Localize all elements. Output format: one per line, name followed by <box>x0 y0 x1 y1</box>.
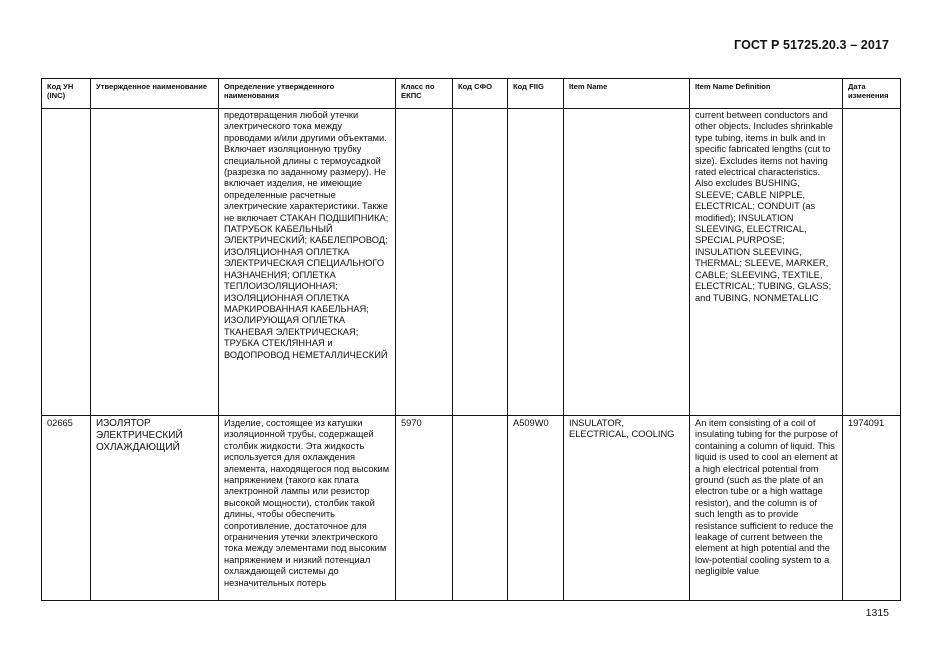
col-header-item-definition: Item Name Definition <box>690 79 843 109</box>
cell-item-name <box>564 109 690 416</box>
cell-fiig: A509W0 <box>508 416 564 601</box>
cell-sfo <box>453 109 508 416</box>
page-number: 1315 <box>865 607 889 619</box>
cell-definition-ru: предотвращения любой утечки электрического тока между проводами и/или другими объектами. Включает изоляционную трубку специальной длины с термоусадкой (разрезка по заданному размеру). Не включает изделия, не имеющие определенные расчетные электрические характеристики. Также не включает СТАКАН ПОДШИПНИКА; ПАТРУБОК КАБЕЛЬНЫЙ ЭЛЕКТРИЧЕСКИЙ; КАБЕЛЕПРОВОД; ИЗОЛЯЦИОННАЯ ОПЛЕТКА ЭЛЕКТРИЧЕСКАЯ СПЕЦИАЛЬНОГО НАЗНАЧЕНИЯ; ОПЛЕТКА ТЕПЛОИЗОЛЯЦИОННАЯ; ИЗОЛЯЦИОННАЯ ОПЛЕТКА МАРКИРОВАННАЯ КАБЕЛЬНАЯ; ИЗОЛИРУЮЩАЯ ОПЛЕТКА ТКАНЕВАЯ ЭЛЕКТРИЧЕСКАЯ; ТРУБКА СТЕКЛЯННАЯ и ВОДОПРОВОД НЕМЕТАЛЛИЧЕСКИЙ <box>219 109 396 416</box>
col-header-definition-ru: Определение утвержденного наименования <box>219 79 396 109</box>
document-header: ГОСТ Р 51725.20.3 – 2017 <box>734 38 889 52</box>
col-header-date: Дата изменения <box>843 79 901 109</box>
table-row <box>42 416 901 601</box>
cell-inc: 02665 <box>42 416 91 601</box>
table-header-row <box>42 79 901 109</box>
cell-item-name: INSULATOR, ELECTRICAL, COOLING <box>564 416 690 601</box>
table-row <box>42 109 901 416</box>
catalog-table <box>41 78 901 601</box>
col-header-item-name: Item Name <box>564 79 690 109</box>
cell-sfo <box>453 416 508 601</box>
cell-fiig <box>508 109 564 416</box>
col-header-inc: Код УН (INC) <box>42 79 91 109</box>
col-header-ekps: Класс по ЕКПС <box>396 79 453 109</box>
col-header-sfo: Код СФО <box>453 79 508 109</box>
cell-item-definition: current between conductors and other objects. Includes shrinkable type tubing, items in bulk and in specific fabricated lengths (cut to size). Excludes items not having rated electrical characteristics. Also excludes BUSHING, SLEEVE; CABLE NIPPLE, ELECTRICAL; CONDUIT (as modified); INSULATION SLEEVING, ELECTRICAL, SPECIAL PURPOSE; INSULATION SLEEVING, THERMAL; SLEEVE, MARKER, CABLE; SLEEVING, TEXTILE, ELECTRICAL; TUBING, GLASS; and TUBING, NONMETALLIC <box>690 109 843 416</box>
cell-name-ru <box>91 109 219 416</box>
cell-name-ru: ИЗОЛЯТОР ЭЛЕКТРИЧЕСКИЙ ОХЛАЖДАЮЩИЙ <box>91 416 219 601</box>
col-header-name-ru: Утвержденное наименование <box>91 79 219 109</box>
col-header-fiig: Код FIIG <box>508 79 564 109</box>
cell-date <box>843 109 901 416</box>
cell-inc <box>42 109 91 416</box>
cell-ekps <box>396 109 453 416</box>
cell-date: 1974091 <box>843 416 901 601</box>
cell-definition-ru: Изделие, состоящее из катушки изоляционной трубы, содержащей столбик жидкости. Эта жидкость используется для охлаждения элемента, находящегося под высоким напряжением (такого как плата электронной лампы или резистор высокой мощности), столбик такой длины, чтобы обеспечить сопротивление, достаточное для ограничения утечки электрического тока между элементами под высоким напряжением и низкий потенциал охлаждающей системы до незначительных потерь <box>219 416 396 601</box>
cell-ekps: 5970 <box>396 416 453 601</box>
cell-item-definition: An item consisting of a coil of insulating tubing for the purpose of containing a column of liquid. This liquid is used to cool an element at a high electrical potential from ground (such as the plate of an electron tube or a high wattage resistor), and the column is of such length as to provide resistance sufficient to reduce the leakage of current between the element at high potential and the low-potential cooling system to a negligible value <box>690 416 843 601</box>
